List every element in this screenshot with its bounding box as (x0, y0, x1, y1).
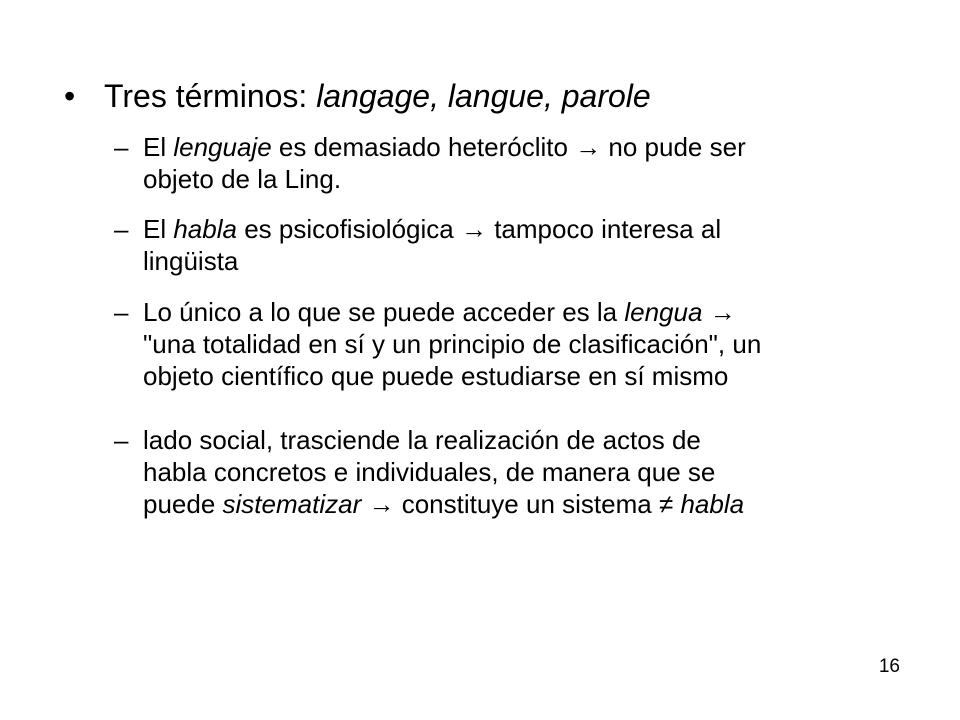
sub-line (143, 488, 903, 520)
arrow-icon: → (709, 297, 736, 327)
sub-line (143, 131, 903, 163)
sub-line (143, 213, 903, 245)
sub-line: objeto de la Ling. (143, 164, 342, 194)
sub-item-body (143, 296, 903, 392)
text-run: Lo único a lo que se puede acceder es la (143, 297, 625, 327)
title-text (104, 74, 651, 118)
text-run: constituye un sistema (394, 489, 659, 519)
text-run: es psicofisiológica (236, 214, 461, 244)
sub-item-body (143, 424, 903, 520)
italic-term: lengua (624, 297, 703, 327)
italic-term: sistematizar (222, 489, 362, 519)
text-run: es demasiado heteróclito (271, 132, 576, 162)
sub-dash: – (114, 214, 129, 244)
sub-line: objeto científico que puede estudiarse en sí mismo (143, 361, 729, 391)
arrow-icon: → (460, 214, 487, 244)
text-run: El (143, 214, 174, 244)
sub-dash: – (114, 425, 129, 455)
italic-term: habla (173, 214, 237, 244)
text-run: puede (143, 489, 223, 519)
title-italic-terms: langage, langue, parole (316, 78, 651, 114)
text-run: El (143, 132, 174, 162)
sub-line: habla concretos e individuales, de manera que se (143, 457, 716, 487)
italic-term: habla (680, 489, 745, 519)
sub-line (143, 296, 903, 328)
text-run: no pude ser (601, 132, 746, 162)
sub-dash: – (114, 297, 129, 327)
sub-line: lado social, trasciende la realización de actos de (143, 425, 701, 455)
sub-item-body (143, 131, 903, 195)
sub-line: "una totalidad en sí y un principio de clasificación", un (143, 329, 762, 359)
page-number: 16 (878, 656, 900, 677)
title-plain: Tres términos: (104, 78, 317, 114)
arrow-icon: → (368, 489, 395, 519)
arrow-icon: → (575, 132, 602, 162)
sub-item-body (143, 213, 903, 277)
text-run: tampoco interesa al (486, 214, 722, 244)
sub-dash: – (114, 132, 129, 162)
bullet-dot: • (64, 78, 76, 114)
italic-term: lenguaje (173, 132, 272, 162)
sub-line: lingüista (143, 246, 239, 276)
text-run (702, 297, 709, 327)
not-equal-icon: ≠ (658, 489, 674, 519)
